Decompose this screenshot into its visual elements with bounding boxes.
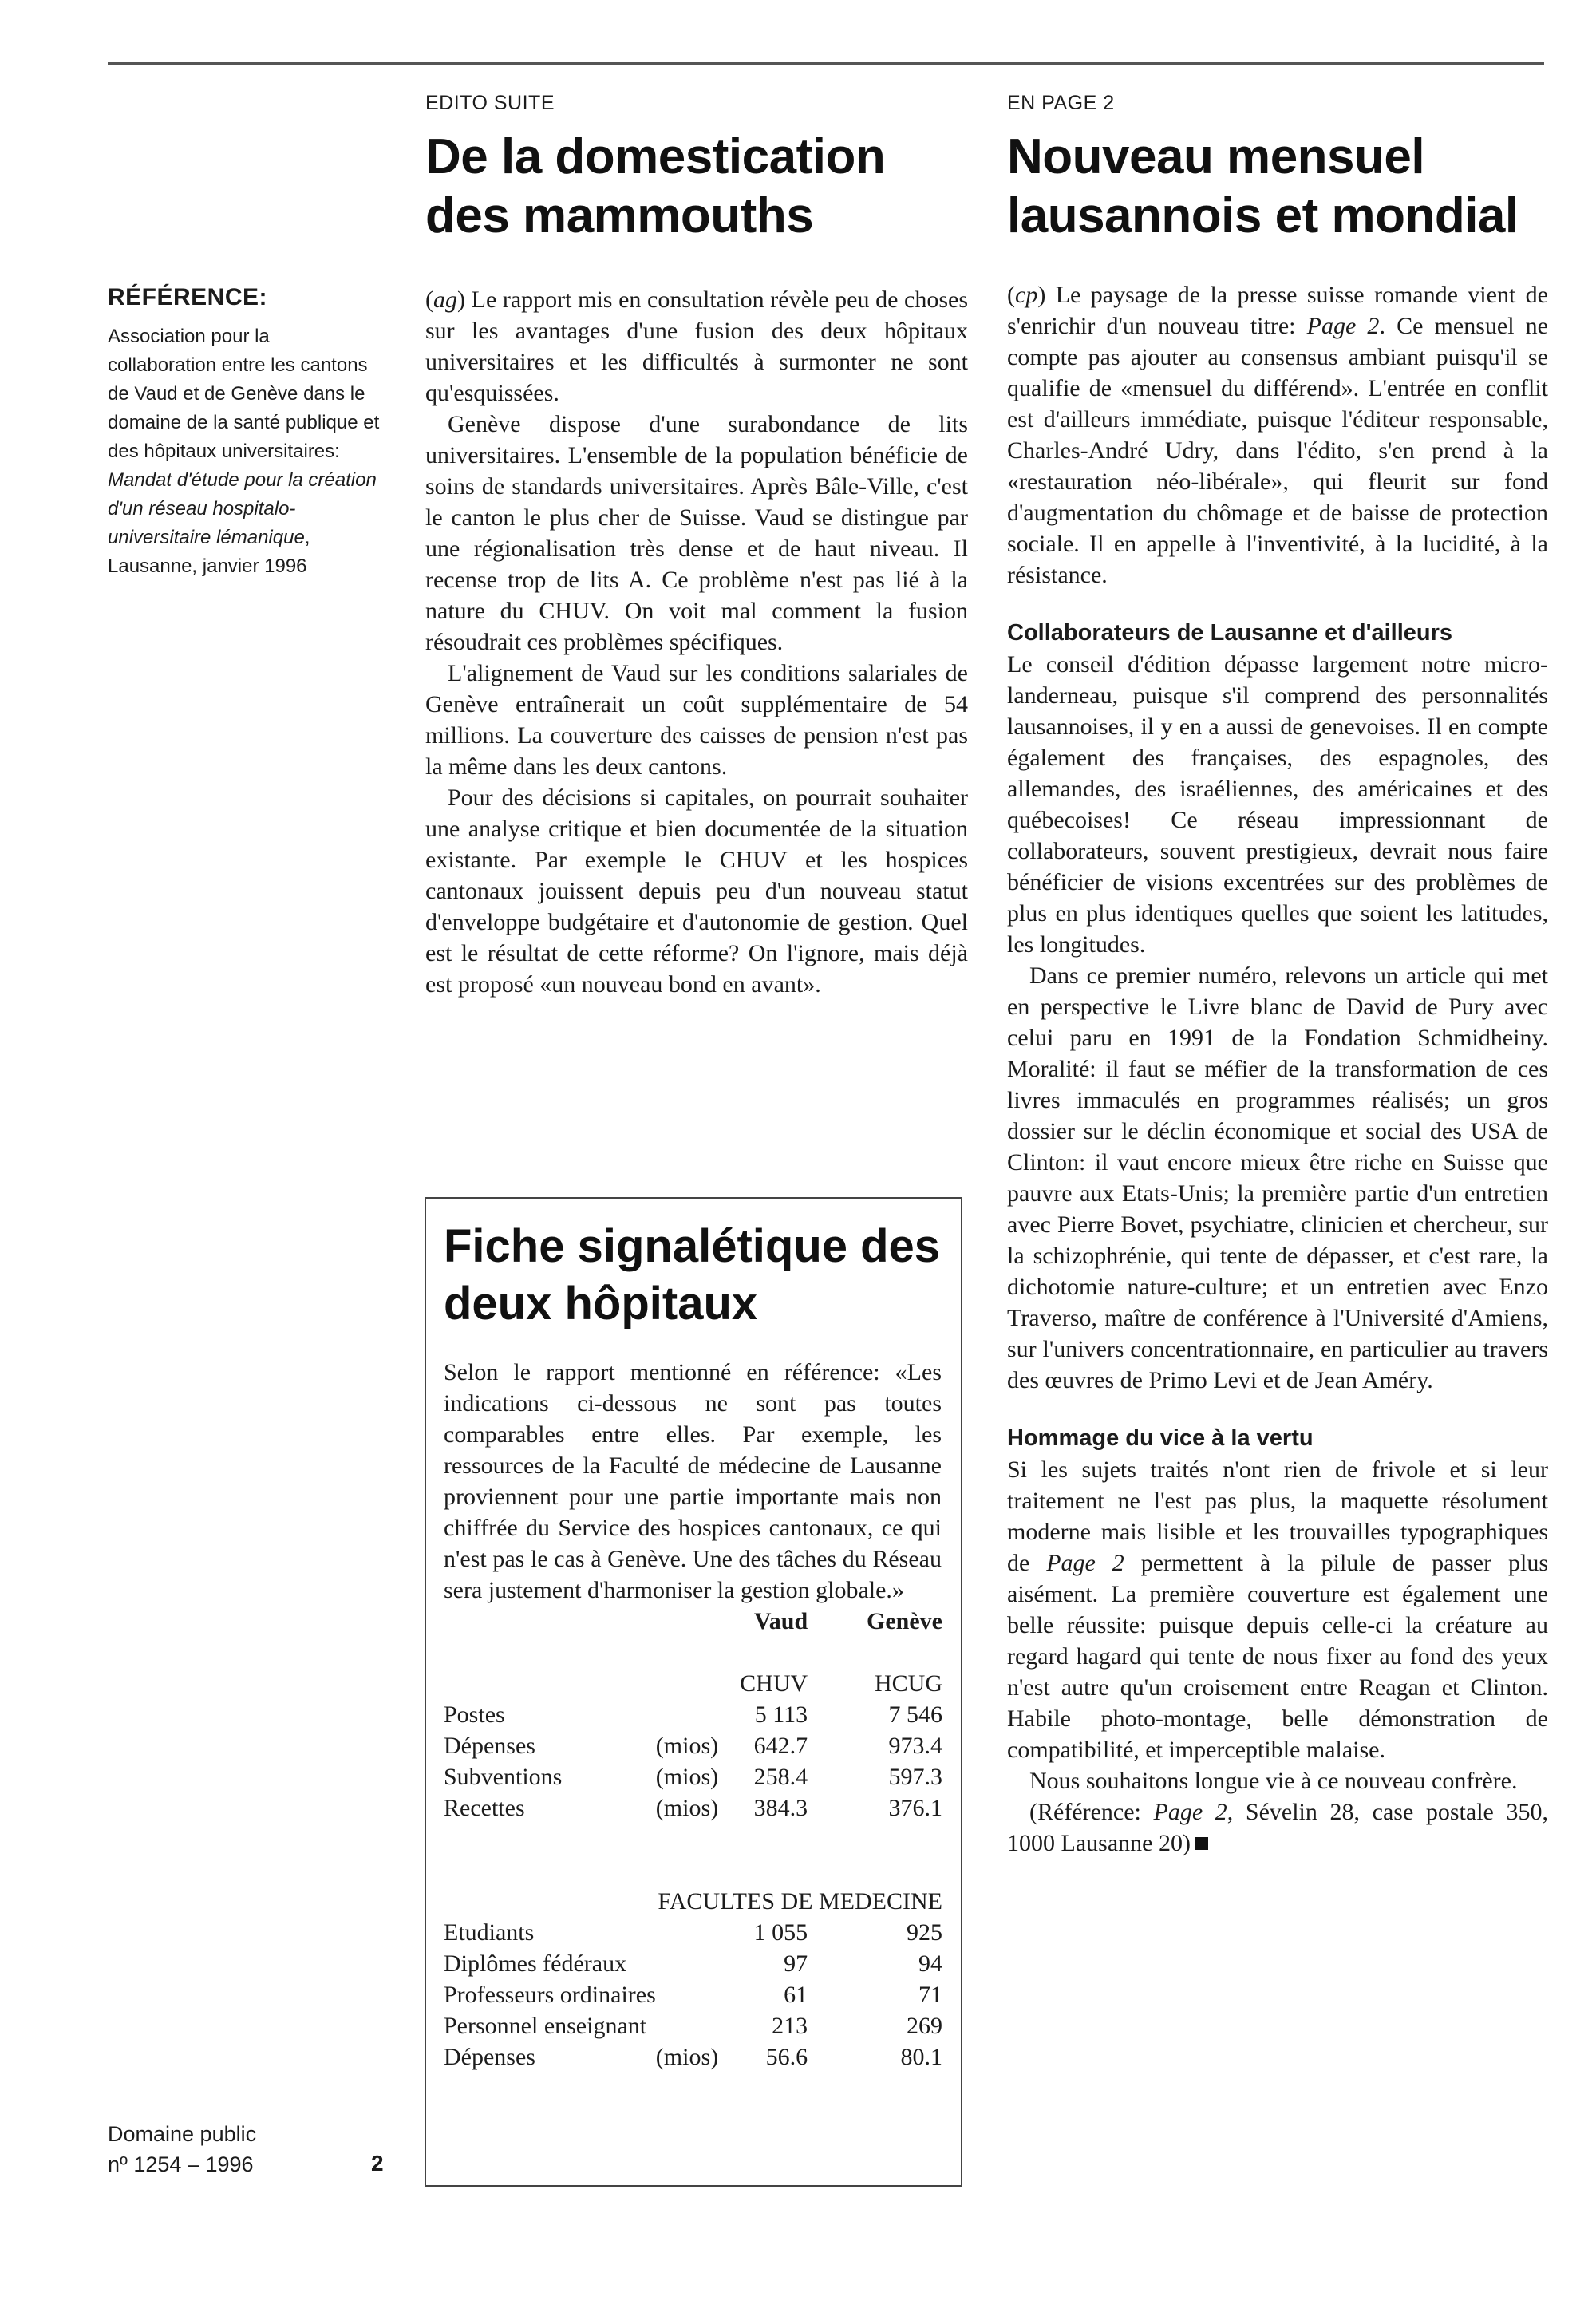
top-rule [108,62,1544,65]
value-vaud: 56.6 [765,2044,808,2070]
row-label: Dépenses [444,1733,535,1759]
value-geneve: 7 546 [888,1701,942,1728]
value-geneve: 269 [907,2013,942,2039]
row-unit: (mios) [655,1733,719,1759]
column-header-vaud: Vaud [753,1608,808,1634]
factsheet-intro: Selon le rapport mentionné en référence: «Les indications ci-dessous ne sont pas toutes comparables entre elles. Par exemple, les ressources de la Faculté de médecine de Lausanne proviennent pour une partie importante mais non chiffrée du Service des hospices cantonaux, ce qui n'est pas le cas à Genève. Une des tâches du Réseau sera justement d'harmoniser la gestion globale.» [444,1359,942,1603]
table-subheader-row [444,1668,942,1699]
page2-subhead-2: Hommage du vice à la vertu [1007,1425,1314,1451]
page-number: 2 [371,2151,384,2176]
reference-place-date: , Lausanne, janvier 1996 [108,527,310,577]
row-label: Diplômes fédéraux [444,1950,627,1977]
publication-title: Page 2 [1306,313,1380,339]
table-header-row [444,1606,942,1637]
end-of-article-mark [1195,1837,1208,1850]
row-unit [656,1917,720,1948]
value-vaud: 384.3 [753,1795,808,1821]
row-unit [656,2010,720,2041]
column-subheader-hcug: HCUG [874,1670,942,1697]
column-subheader-chuv: CHUV [740,1670,808,1697]
row-unit [656,1979,720,2010]
edito-article [425,92,968,1000]
row-label: Recettes [444,1795,525,1821]
edito-kicker: EDITO SUITE [425,92,555,114]
publication-name: Domaine public [108,2122,257,2146]
row-label: Subventions [444,1764,563,1790]
faculty-row [444,2010,942,2041]
publication-title: Page 2 [1153,1799,1227,1825]
edito-paragraph-3: L'alignement de Vaud sur les conditions salariales de Genève entraînerait un coût supplémentaire de 54 millions. La couverture des caisses de pension n'est pas la même dans les deux cantons. [425,660,968,780]
value-geneve: 973.4 [888,1733,942,1759]
hospital-factsheet-box [425,1197,962,2187]
edito-paragraph-4: Pour des décisions si capitales, on pourrait souhaiter une analyse critique et bien documentée de la situation existante. Par exemple le CHUV et les hospices cantonaux jouissent depuis peu d'un nouveau statut d'enveloppe budgétaire et d'autonomie de gestion. Quel est le résultat de cette réforme? On l'ignore, mais déjà est proposé «un nouveau bond en avant». [425,784,968,998]
page2-article [1007,92,1548,1859]
faculty-row [444,1917,942,1948]
reference-citation [108,466,383,581]
hospital-row [444,1761,942,1792]
page2-paragraph-3: Dans ce premier numéro, relevons un article qui met en perspective le Livre blanc de David de Pury avec celui paru en 1991 de la Fondation Schmidheiny. Moralité: il faut se méfier de la transformation de ces livres immaculés en programmes réalisés; un gros dossier sur le déclin économique et social des USA de Clinton: il vaut encore mieux être riche en Suisse que pauvre aux Etats-Unis; la première partie d'un entretien avec Pierre Bovet, psychiatre, clinicien et chercheur, sur la schizophrénie, qui tente de dépasser, et c'est rare, la dichotomie nature-culture; et un entretien avec Enzo Traverso, maître de conférence à l'Université d'Amiens, sur l'univers concentrationnaire, en particulier au travers des œuvres de Primo Levi et de Jean Améry. [1007,962,1548,1393]
page2-headline: Nouveau mensuel lausannois et mondial [1007,129,1519,243]
page2-body [1007,279,1548,1859]
value-geneve: 94 [918,1950,942,1977]
hospital-rows [444,1699,942,1824]
row-unit: (mios) [655,1764,719,1790]
page2-paragraph-1: (cp) Le paysage de la presse suisse romande vient de s'enrichir d'un nouveau titre: Page 2. Ce mensuel ne compte pas ajouter au consensus ambiant puisqu'il se qualifie de «mensuel du différend». L'entrée en conflit est d'ailleurs immédiate, puisque l'éditeur responsable, Charles-André Udry, dans l'édito, s'en prend à la «restauration néo-libérale», qui fleurit sur fond d'augmentation du chômage et de baisse de protection sociale. Il en appelle à l'inventivité, à la lucidité, à la résistance. [1007,282,1548,588]
page2-reference: (Référence: Page 2, Sévelin 28, case postale 350, 1000 Lausanne 20) [1007,1799,1548,1856]
row-label: Professeurs ordinaires [444,1982,656,2008]
reference-title: Mandat d'étude pour la création d'un réseau hospitalo-universitaire lémanique [108,469,377,548]
faculty-header-row [444,1886,942,1917]
row-unit [656,1948,720,1979]
edito-body [425,284,968,1000]
faculty-row [444,1948,942,1979]
edito-author: ag [433,287,457,313]
page2-subhead-1: Collaborateurs de Lausanne et d'ailleurs [1007,620,1453,646]
row-unit: (mios) [655,1795,719,1821]
page2-author: cp [1015,282,1038,308]
edito-paragraph-2: Genève dispose d'une surabondance de lits universitaires. L'ensemble de la population bénéficie de soins de standards universitaires. Après Bâle-Ville, c'est le canton le plus cher de Suisse. Vaud se distingue par une régionalisation très dense et de haut niveau. Il recense trop de lits A. Ce problème n'est pas lié à la nature du CHUV. On voit mal comment la fusion résoudrait ces problèmes spécifiques. [425,411,968,655]
value-vaud: 642.7 [753,1733,808,1759]
row-label: Etudiants [444,1919,535,1946]
row-label: Personnel enseignant [444,2013,647,2039]
column-header-geneve: Genève [867,1608,942,1634]
reference-label: RÉFÉRENCE: [108,284,268,310]
row-label: Dépenses [444,2044,535,2070]
factsheet-title: Fiche signalétique des deux hôpitaux [444,1220,941,1330]
faculty-header: FACULTES DE MEDECINE [658,1888,942,1915]
value-geneve: 376.1 [888,1795,942,1821]
hospital-row [444,1699,942,1730]
page2-kicker: EN PAGE 2 [1007,92,1115,114]
value-geneve: 925 [907,1919,942,1946]
faculty-row [444,1979,942,2010]
row-unit: (mios) [655,2044,719,2070]
value-geneve: 80.1 [900,2044,942,2070]
row-unit [656,1699,720,1730]
value-vaud: 97 [784,1950,808,1977]
edito-paragraph-1: (ag) Le rapport mis en consultation révèle peu de choses sur les avantages d'une fusion des deux hôpitaux universitaires et les difficultés à surmonter ne sont qu'esquissées. [425,287,968,406]
value-vaud: 258.4 [753,1764,808,1790]
footer [108,2119,387,2179]
faculty-rows [444,1917,942,2073]
hospital-row [444,1792,942,1824]
value-geneve: 71 [918,1982,942,2008]
page2-paragraph-5: Nous souhaitons longue vie à ce nouveau confrère. [1029,1768,1518,1794]
page2-paragraph-2: Le conseil d'édition dépasse largement notre micro-landerneau, puisque s'il comprend des personnalités lausannoises, il y en a aussi de genevoises. Il en compte également des françaises, des espagnoles, des allemandes, des israéliennes, des américaines et des québecoises! Ce réseau impressionnant de collaborateurs, souvent prestigieux, devrait nous faire bénéficier de visions excentrées sur des problèmes de plus en plus identiques quelles que soient les latitudes, les longitudes. [1007,651,1548,958]
value-vaud: 213 [772,2013,808,2039]
page2-paragraph-4: Si les sujets traités n'ont rien de frivole et si leur traitement ne l'est pas plus, la maquette résolument moderne mais lisible et les trouvailles typographiques de Page 2 permettent à la pilule de passer plus aisément. La première couverture est également une belle réussite: puisque depuis celle-ci la créature au regard hagard qui tente de nous fixer au fond des yeux n'est autre qu'un croisement entre Reagan et Clinton. Habile photo-montage, belle démonstration de compatibilité, et imperceptible malaise. [1007,1456,1549,1763]
faculty-row [444,2041,942,2073]
value-vaud: 5 113 [754,1701,808,1728]
row-label: Postes [444,1701,505,1728]
edito-headline: De la domestication des mammouths [425,129,886,243]
value-vaud: 61 [784,1982,808,2008]
issue-number: nº 1254 – 1996 [108,2152,254,2176]
reference-sidebar [108,284,383,581]
publication-title: Page 2 [1046,1550,1124,1576]
reference-text: Association pour la collaboration entre les cantons de Vaud et de Genève dans le domaine de la santé publique et des hôpitaux universitaires: [108,326,380,462]
factsheet-table [444,1606,942,2073]
value-vaud: 1 055 [753,1919,808,1946]
value-geneve: 597.3 [888,1764,942,1790]
hospital-row [444,1730,942,1761]
